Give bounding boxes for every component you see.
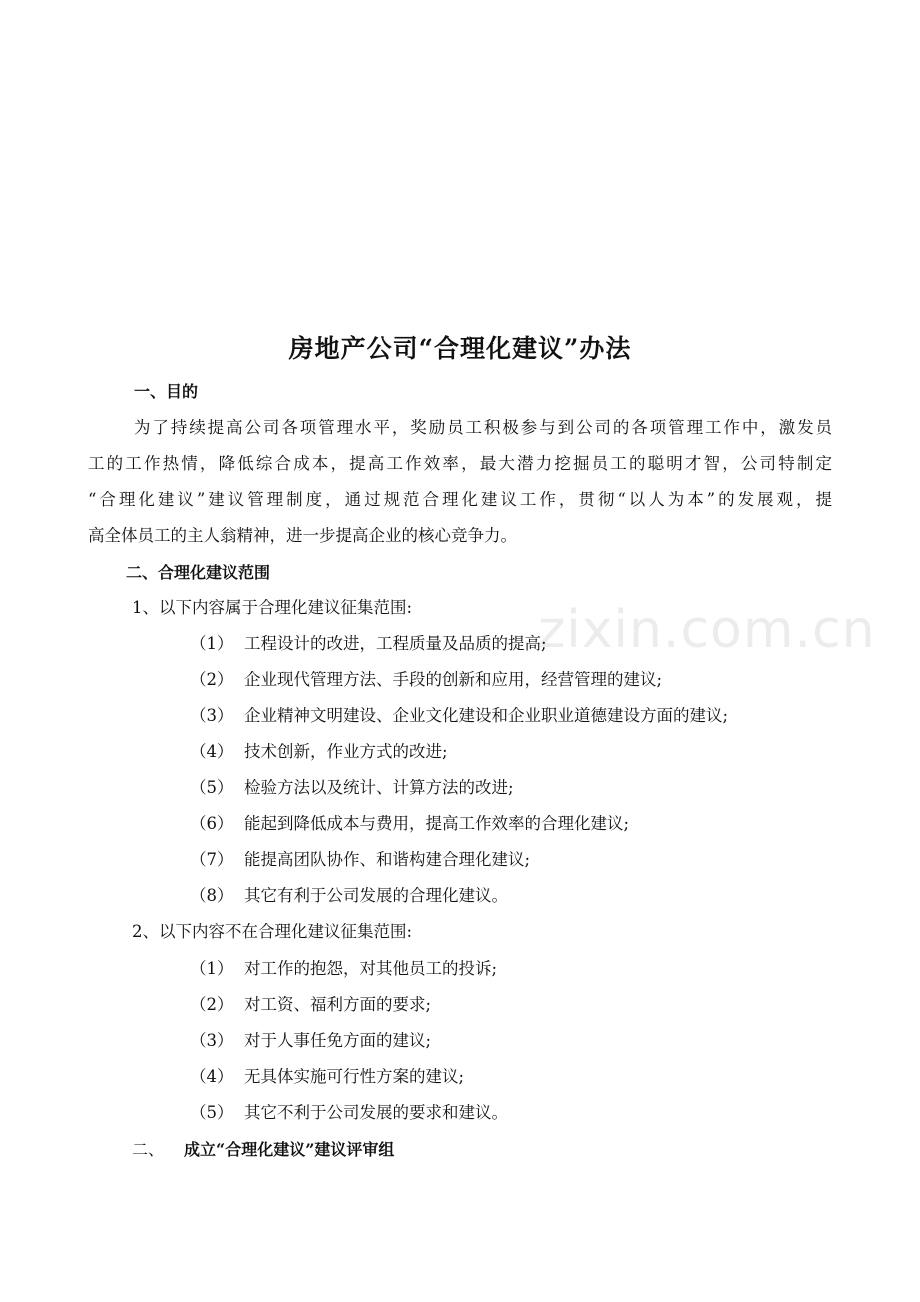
list-item-text: 对工资、福利方面的要求;	[244, 995, 432, 1014]
list-item-text: 能提高团队协作、和谐构建合理化建议;	[244, 850, 531, 869]
list-item	[190, 776, 514, 800]
list-item-number: （3）	[190, 1031, 234, 1050]
section-heading-scope: 二、合理化建议范围	[126, 563, 271, 582]
subsection-title-included: 1、以下内容属于合理化建议征集范围:	[132, 598, 413, 617]
list-item-number: （6）	[190, 814, 234, 833]
section-number: 二、	[132, 1140, 165, 1159]
list-item-text: 对工作的抱怨，对其他员工的投诉;	[244, 959, 498, 978]
section-heading-review-group	[132, 1138, 394, 1162]
list-item	[190, 1101, 508, 1125]
list-item	[190, 1029, 431, 1053]
list-item-text: 检验方法以及统计、计算方法的改进;	[244, 778, 514, 797]
list-item-text: 其它不利于公司发展的要求和建议。	[244, 1103, 508, 1122]
watermark: zixin.com.cn	[538, 600, 876, 660]
list-item-number: （3）	[190, 706, 234, 725]
list-item	[190, 812, 629, 836]
list-item	[190, 632, 547, 656]
list-item	[190, 957, 497, 981]
list-item	[190, 1065, 464, 1089]
list-item	[190, 740, 448, 764]
list-item-number: （4）	[190, 742, 234, 761]
list-item-number: （7）	[190, 850, 234, 869]
section-heading-text: 成立“合理化建议”建议评审组	[184, 1140, 395, 1159]
list-item-text: 无具体实施可行性方案的建议;	[244, 1067, 465, 1086]
list-item-number: （8）	[190, 886, 234, 905]
list-item-number: （5）	[190, 1103, 234, 1122]
section-heading-purpose: 一、目的	[134, 382, 199, 401]
list-item-text: 其它有利于公司发展的合理化建议。	[244, 886, 508, 905]
list-item	[190, 884, 508, 908]
list-item-number: （2）	[190, 670, 234, 689]
list-item-number: （1）	[190, 959, 234, 978]
list-item-text: 工程设计的改进，工程质量及品质的提高;	[244, 634, 547, 653]
document-title: 房地产公司“合理化建议”办法	[288, 334, 632, 363]
paragraph-line: 工的工作热情，降低综合成本，提高工作效率，最大潜力挖掘员工的聪明才智，公司特制定	[88, 454, 832, 473]
paragraph-line: 为了持续提高公司各项管理水平，奖励员工积极参与到公司的各项管理工作中，激发员	[134, 418, 832, 437]
list-item	[190, 848, 530, 872]
list-item-number: （1）	[190, 634, 234, 653]
list-item-text: 企业精神文明建设、企业文化建设和企业职业道德建设方面的建议;	[244, 706, 729, 725]
paragraph-line: “合理化建议”建议管理制度，通过规范合理化建议工作，贯彻“以人为本”的发展观，提	[88, 490, 832, 509]
list-item-number: （4）	[190, 1067, 234, 1086]
list-item	[190, 993, 431, 1017]
list-item-text: 对于人事任免方面的建议;	[244, 1031, 432, 1050]
subsection-title-excluded: 2、以下内容不在合理化建议征集范围:	[132, 922, 413, 941]
list-item	[190, 668, 662, 692]
paragraph-line: 高全体员工的主人翁精神，进一步提高企业的核心竞争力。	[88, 526, 517, 545]
list-item-text: 企业现代管理方法、手段的创新和应用，经营管理的建议;	[244, 670, 663, 689]
list-item-text: 能起到降低成本与费用，提高工作效率的合理化建议;	[244, 814, 630, 833]
list-item-number: （5）	[190, 778, 234, 797]
list-item-number: （2）	[190, 995, 234, 1014]
list-item-text: 技术创新，作业方式的改进;	[244, 742, 448, 761]
list-item	[190, 704, 728, 728]
